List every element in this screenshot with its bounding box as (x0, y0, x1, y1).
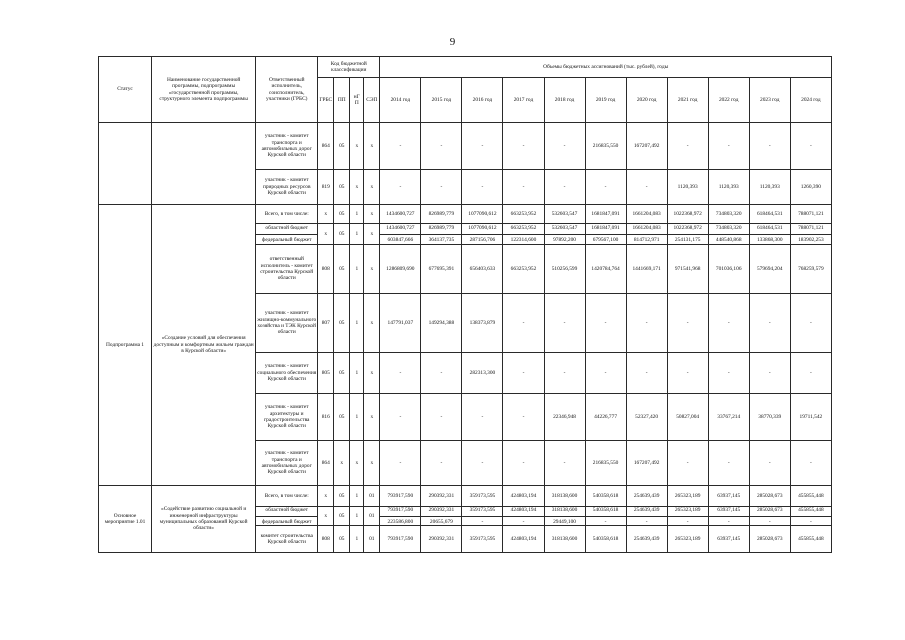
value-cell: - (790, 294, 831, 353)
value-cell: - (503, 441, 544, 486)
value-cell: 618464,531 (749, 205, 790, 224)
value-cell: 793917,590 (380, 486, 421, 507)
value-federal: 364137,735 (428, 236, 455, 243)
value-federal: - (686, 518, 689, 525)
value-federal: 254131,175 (674, 236, 701, 243)
value-federal: 603847,666 (387, 236, 414, 243)
value-cell: 149294,388 (421, 294, 462, 353)
value-cell: - (503, 294, 544, 353)
budget-source-label: федеральный бюджет (261, 236, 312, 243)
code-cell: 808 (318, 526, 334, 553)
code-cell: х (350, 441, 364, 486)
value-cell: 285028,673 (749, 486, 790, 507)
code-cell: х (364, 123, 380, 170)
value-federal: 448540,868 (715, 236, 742, 243)
code-cell: 1 (350, 294, 364, 353)
value-cell: 1434600,727 (380, 205, 421, 224)
value-cell: - (585, 170, 626, 205)
value-cell (421, 224, 462, 245)
budget-source-label: областной бюджет (256, 507, 317, 516)
value-federal: 814712,971 (633, 236, 660, 243)
value-cell: 1120,393 (667, 170, 708, 205)
code-cell: 01 (364, 507, 380, 526)
value-cell: - (380, 170, 421, 205)
value-regional: 663253,952 (503, 225, 543, 234)
value-cell: 265323,189 (667, 526, 708, 553)
name-cell: «Содействие развитию социальной и инженерной инфраструктуры муниципальных образований Курской области» (152, 486, 256, 553)
value-cell: 216835,550 (585, 123, 626, 170)
value-cell: - (749, 441, 790, 486)
value-cell: 793917,590 (380, 526, 421, 553)
value-cell (708, 507, 749, 526)
value-regional: 265323,189 (668, 507, 708, 516)
code-cell: х (334, 441, 350, 486)
value-cell: - (708, 294, 749, 353)
value-cell (790, 507, 831, 526)
code-cell: 864 (318, 441, 334, 486)
status-cell: Подпрограмма 1 (99, 205, 152, 486)
code-cell: 819 (318, 170, 334, 205)
value-federal: - (522, 518, 525, 525)
value-cell: - (503, 394, 544, 441)
value-cell: 254639,439 (626, 526, 667, 553)
value-regional: 1661204,083 (627, 225, 667, 234)
value-cell: - (462, 123, 503, 170)
value-regional: 359173,595 (462, 507, 502, 516)
table-row (99, 205, 832, 224)
value-cell (544, 224, 585, 245)
value-cell: - (667, 123, 708, 170)
code-cell: 1 (350, 353, 364, 394)
value-regional: 424803,194 (503, 507, 543, 516)
value-cell: - (462, 170, 503, 205)
value-cell (462, 507, 503, 526)
header-code-col: СЭП (364, 78, 380, 123)
value-regional: 290392,331 (421, 507, 461, 516)
code-cell: 01 (364, 526, 380, 553)
value-regional: 1022368,972 (668, 225, 708, 234)
header-year: 2014 год (380, 78, 421, 123)
value-cell: 510256,599 (544, 245, 585, 294)
responsible-cell: ответственный исполнитель - комитет строительства Курской области (256, 245, 318, 294)
header-year: 2023 год (749, 78, 790, 123)
value-regional: 788071,121 (791, 225, 831, 234)
value-cell: 167207,492 (626, 441, 667, 486)
value-cell: - (462, 441, 503, 486)
value-regional: 618464,531 (750, 225, 790, 234)
value-cell: - (749, 353, 790, 394)
budget-source-label: федеральный бюджет (261, 518, 312, 525)
value-cell: 318138,600 (544, 486, 585, 507)
header-year: 2021 год (667, 78, 708, 123)
code-cell: 864 (318, 123, 334, 170)
value-regional: 826989,779 (421, 225, 461, 234)
code-cell: 05 (334, 245, 350, 294)
code-cell: х (350, 170, 364, 205)
header-code-col: ГРБС (318, 78, 334, 123)
code-cell: х (318, 205, 334, 224)
value-cell (421, 507, 462, 526)
value-cell (380, 224, 421, 245)
value-cell: 38770,339 (749, 394, 790, 441)
responsible-cell: участник - комитет социального обеспечения Курской области (256, 353, 318, 394)
code-cell: х (318, 507, 334, 526)
header-volumes: Объемы бюджетных ассигнований (тыс. рублей), годы (380, 57, 832, 78)
code-cell: х (364, 294, 380, 353)
value-cell (790, 224, 831, 245)
value-federal: - (481, 518, 484, 525)
header-year: 2020 год (626, 78, 667, 123)
value-cell: 1441669,171 (626, 245, 667, 294)
header-status: Статус (99, 57, 152, 123)
code-cell: 807 (318, 294, 334, 353)
value-cell: 663253,952 (503, 205, 544, 224)
header-year: 2015 год (421, 78, 462, 123)
value-cell: 359173,595 (462, 526, 503, 553)
value-federal: 20655,679 (429, 518, 453, 525)
code-cell: х (364, 245, 380, 294)
value-cell: 424803,194 (503, 526, 544, 553)
value-cell: - (708, 353, 749, 394)
header-code-col: нГ П (350, 78, 364, 123)
value-federal: 133868,300 (756, 236, 783, 243)
value-cell (626, 507, 667, 526)
code-cell: х (318, 486, 334, 507)
value-cell: - (790, 123, 831, 170)
code-cell: 05 (334, 205, 350, 224)
value-cell: - (380, 123, 421, 170)
header-code-group: Код бюджетной классификации (318, 57, 380, 78)
value-cell: 63937,145 (708, 526, 749, 553)
status-cell: Основное мероприятие 1.01 (99, 486, 152, 553)
code-cell: 1 (350, 394, 364, 441)
value-federal: - (768, 518, 771, 525)
value-cell: 216835,550 (585, 441, 626, 486)
code-cell: х (364, 205, 380, 224)
code-cell: х (318, 224, 334, 245)
value-cell: 1661204,083 (626, 205, 667, 224)
value-cell: 579694,204 (749, 245, 790, 294)
value-cell: 701036,106 (708, 245, 749, 294)
code-cell: 05 (334, 294, 350, 353)
value-cell: 1260,390 (790, 170, 831, 205)
header-name: Наименование государственной программы, подпрограммы «государственной программы, структурного элемента подпрограммы (152, 57, 256, 123)
responsible-cell: Всего, в том числе: (256, 205, 318, 224)
code-cell: 05 (334, 224, 350, 245)
value-cell: - (626, 294, 667, 353)
value-cell (626, 224, 667, 245)
value-cell (708, 224, 749, 245)
code-cell: 805 (318, 353, 334, 394)
code-cell: 1 (350, 245, 364, 294)
value-regional: 455855,448 (791, 507, 831, 516)
header-year: 2017 год (503, 78, 544, 123)
value-cell (749, 224, 790, 245)
code-cell: 1 (350, 526, 364, 553)
value-cell: - (503, 353, 544, 394)
value-federal: 97892,200 (553, 236, 576, 243)
budget-source-label: областной бюджет (256, 225, 317, 234)
value-cell: 282313,300 (462, 353, 503, 394)
value-cell: - (380, 353, 421, 394)
value-cell: - (544, 441, 585, 486)
value-federal: - (727, 518, 730, 525)
code-cell: 05 (334, 123, 350, 170)
responsible-cell: комитет строительства Курской области (256, 526, 318, 553)
value-federal: - (645, 518, 648, 525)
header-responsible: Ответственный исполнитель, соисполнитель, участники (ГРБС) (256, 57, 318, 123)
value-cell: - (667, 353, 708, 394)
header-code-col: ПП (334, 78, 350, 123)
code-cell: 1 (350, 507, 364, 526)
header-year: 2018 год (544, 78, 585, 123)
value-cell (585, 224, 626, 245)
responsible-cell: участник - комитет природных ресурсов Курской области (256, 170, 318, 205)
value-cell: - (544, 353, 585, 394)
value-cell: 677695,391 (421, 245, 462, 294)
value-regional: 318138,600 (545, 507, 585, 516)
value-federal: - (809, 518, 812, 525)
code-cell: 808 (318, 245, 334, 294)
value-cell: - (708, 123, 749, 170)
code-cell: х (364, 353, 380, 394)
value-cell: 540358,618 (585, 486, 626, 507)
value-cell: 971541,968 (667, 245, 708, 294)
value-regional: 285028,673 (750, 507, 790, 516)
value-cell: - (749, 294, 790, 353)
status-cell (99, 123, 152, 205)
value-cell: 290392,331 (421, 526, 462, 553)
value-cell: 663253,952 (503, 245, 544, 294)
value-regional: 1681847,091 (586, 225, 626, 234)
value-cell: 656403,633 (462, 245, 503, 294)
name-cell: «Создание условий для обеспечения доступным и комфортным жильем граждан в Курской области» (152, 205, 256, 486)
header-year: 2016 год (462, 78, 503, 123)
value-cell: 359173,595 (462, 486, 503, 507)
value-federal: 122314,600 (510, 236, 537, 243)
code-cell: 05 (334, 486, 350, 507)
code-cell: 05 (334, 526, 350, 553)
value-cell (749, 507, 790, 526)
value-federal: 223586,800 (387, 518, 414, 525)
responsible-cell: участник - комитет транспорта и автомобильных дорог Курской области (256, 123, 318, 170)
value-regional: 532603,547 (545, 225, 585, 234)
value-cell: 50827,004 (667, 394, 708, 441)
value-cell: 768259,579 (790, 245, 831, 294)
value-cell: 1077090,612 (462, 205, 503, 224)
value-cell: - (503, 170, 544, 205)
value-cell (667, 224, 708, 245)
value-cell: 19711,542 (790, 394, 831, 441)
value-cell: 826989,779 (421, 205, 462, 224)
value-cell: 167207,492 (626, 123, 667, 170)
value-cell: - (667, 294, 708, 353)
responsible-cell (256, 507, 318, 526)
value-cell: 318138,600 (544, 526, 585, 553)
header-year: 2024 год (790, 78, 831, 123)
value-cell: 540358,618 (585, 526, 626, 553)
code-cell: 1 (350, 486, 364, 507)
value-cell: 63937,145 (708, 486, 749, 507)
code-cell: 05 (334, 353, 350, 394)
code-cell: 1 (350, 224, 364, 245)
value-regional: 793917,590 (380, 507, 420, 516)
value-cell: - (544, 123, 585, 170)
table-row (99, 123, 832, 170)
value-cell: - (421, 170, 462, 205)
value-cell: 734803,320 (708, 205, 749, 224)
value-cell: 1022368,972 (667, 205, 708, 224)
code-cell: х (364, 224, 380, 245)
value-federal: 679567,100 (592, 236, 619, 243)
value-cell: 52327,420 (626, 394, 667, 441)
value-cell: 455855,448 (790, 486, 831, 507)
value-cell: - (544, 294, 585, 353)
value-cell: 1120,393 (749, 170, 790, 205)
value-cell: 532603,547 (544, 205, 585, 224)
value-cell: - (626, 353, 667, 394)
value-cell: - (585, 353, 626, 394)
responsible-cell (256, 224, 318, 245)
responsible-cell: Всего, в том числе: (256, 486, 318, 507)
value-federal: 287156,706 (469, 236, 496, 243)
budget-table (98, 56, 832, 553)
value-cell: - (626, 170, 667, 205)
value-cell: - (462, 394, 503, 441)
value-cell (462, 224, 503, 245)
value-cell (585, 507, 626, 526)
responsible-cell: участник - комитет транспорта и автомобильных дорог Курской области (256, 441, 318, 486)
value-cell (503, 224, 544, 245)
value-regional: 734803,320 (709, 225, 749, 234)
value-cell: - (380, 441, 421, 486)
value-cell: 22346,948 (544, 394, 585, 441)
value-cell: - (790, 441, 831, 486)
value-regional: 63937,145 (709, 507, 749, 516)
value-cell: - (421, 394, 462, 441)
value-cell: 265323,189 (667, 486, 708, 507)
code-cell: 816 (318, 394, 334, 441)
value-cell: - (790, 353, 831, 394)
value-cell: 788071,121 (790, 205, 831, 224)
value-cell: 1681847,091 (585, 205, 626, 224)
value-cell: - (667, 441, 708, 486)
name-cell (152, 123, 256, 205)
value-cell: - (708, 441, 749, 486)
code-cell: 05 (334, 507, 350, 526)
value-cell: 254639,439 (626, 486, 667, 507)
value-regional: 1434600,727 (380, 225, 420, 234)
header-year: 2022 год (708, 78, 749, 123)
code-cell: х (364, 441, 380, 486)
responsible-cell: участник - комитет архитектуры и градостроительства Курской области (256, 394, 318, 441)
value-cell: 147791,037 (380, 294, 421, 353)
code-cell: 01 (364, 486, 380, 507)
page-number: 9 (449, 36, 456, 48)
value-regional: 254639,439 (627, 507, 667, 516)
header-year: 2019 год (585, 78, 626, 123)
value-cell: 1120,393 (708, 170, 749, 205)
value-cell: 285028,673 (749, 526, 790, 553)
value-cell: 424803,194 (503, 486, 544, 507)
value-regional: 540358,618 (586, 507, 626, 516)
value-cell (503, 507, 544, 526)
code-cell: х (350, 123, 364, 170)
value-federal: - (604, 518, 607, 525)
value-cell: 138373,879 (462, 294, 503, 353)
value-cell (380, 507, 421, 526)
value-cell: 44226,777 (585, 394, 626, 441)
value-cell: - (503, 123, 544, 170)
value-cell: - (421, 353, 462, 394)
value-federal: 183902,253 (798, 236, 824, 243)
value-cell: - (421, 441, 462, 486)
value-cell: - (585, 294, 626, 353)
value-cell (544, 507, 585, 526)
value-regional: 1077090,612 (462, 225, 502, 234)
code-cell: х (364, 170, 380, 205)
code-cell: 1 (350, 205, 364, 224)
table-row (99, 486, 832, 507)
value-cell: - (749, 123, 790, 170)
value-cell: 290392,331 (421, 486, 462, 507)
value-cell: - (380, 394, 421, 441)
value-cell (667, 507, 708, 526)
code-cell: х (364, 394, 380, 441)
code-cell: 05 (334, 170, 350, 205)
value-cell: 455855,448 (790, 526, 831, 553)
code-cell: 05 (334, 394, 350, 441)
responsible-cell: участник - комитет жилищно-коммунального хозяйства и ТЭК Курской области (256, 294, 318, 353)
value-cell: - (544, 170, 585, 205)
value-cell: - (421, 123, 462, 170)
value-cell: 1286809,690 (380, 245, 421, 294)
value-federal: 29449,100 (553, 518, 576, 525)
value-cell: 1420784,764 (585, 245, 626, 294)
value-cell: 33767,214 (708, 394, 749, 441)
